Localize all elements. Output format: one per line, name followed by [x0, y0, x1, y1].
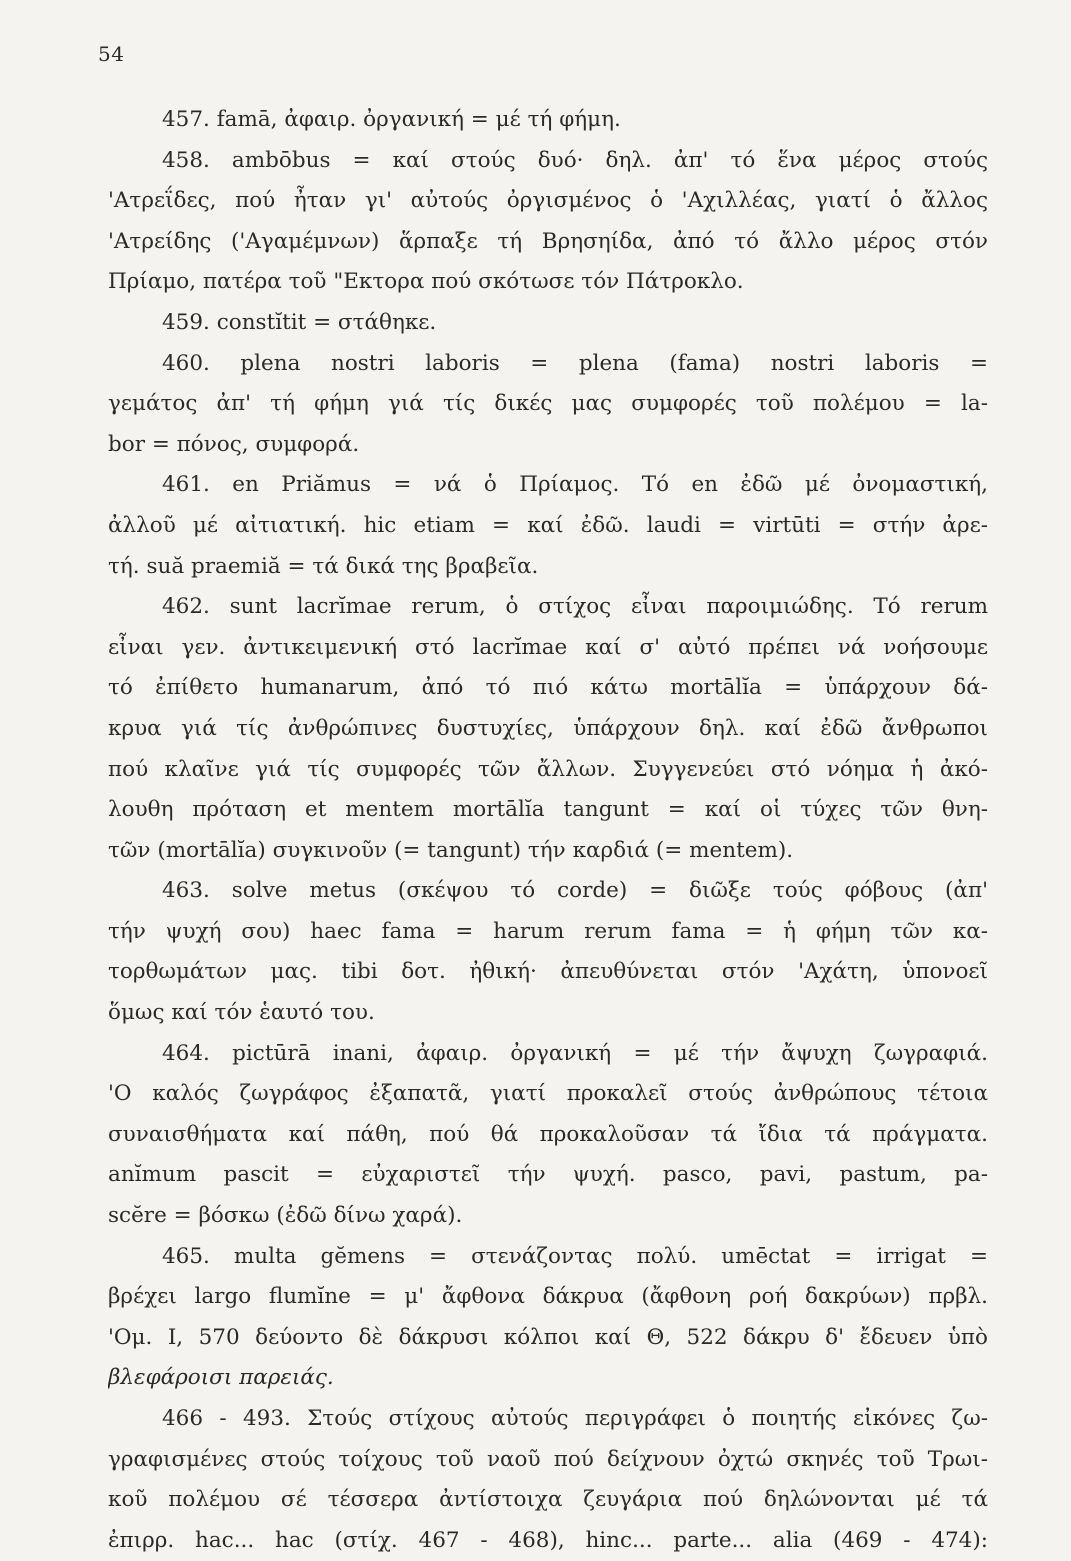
text-line: ἐπιρρ. hac... hac (στίχ. 467 - 468), hinc... parte... alia (469 - 474):	[108, 1527, 988, 1553]
text-line: 461. en Priămus = νά ὁ Πρίαμος. Τό en ἐδῶ μέ ὀνομαστική,	[162, 472, 988, 498]
commentary-text	[108, 100, 988, 1561]
text-line: 460. plena nostri laboris = plena (fama) nostri laboris =	[162, 350, 988, 376]
text-line: 'Ομ. I, 570 δεύοντο δὲ δάκρυσι κόλποι καί Θ, 522 δάκρυ δ' ἔδευεν ὑπὸ	[108, 1324, 988, 1350]
text-line: 459. constĭtit = στάθηκε.	[162, 309, 437, 335]
text-line: τορθωμάτων μας. tibi δοτ. ἠθική· ἀπευθύνεται στόν 'Αχάτη, ὑπονοεῖ	[108, 959, 988, 985]
text-line: γραφισμένες στούς τοίχους τοῦ ναοῦ πού δείχνουν ὀχτώ σκηνές τοῦ Τρωι-	[108, 1446, 988, 1472]
text-line: πού κλαῖνε γιά τίς συμφορές τῶν ἄλλων. Συγγενεύει στό νόημα ἡ ἀκό-	[108, 756, 988, 782]
text-line: bor = πόνος, συμφορά.	[108, 431, 360, 457]
text-line: ἀλλοῦ μέ αἰτιατική. hic etiam = καί ἐδῶ. laudi = virtūti = στήν ἀρε-	[108, 512, 988, 538]
text-line: 'Ατρεΐδες, πού ἦταν γι' αὐτούς ὀργισμένος ὁ 'Αχιλλέας, γιατί ὁ ἄλλος	[108, 188, 988, 214]
text-line: 466 - 493. Στούς στίχους αὐτούς περιγράφει ὁ ποιητής εἰκόνες ζω-	[162, 1406, 988, 1431]
text-line: εἶναι γεν. ἀντικειμενική στό lacrĭmae καί σ' αὐτό πρέπει νά νοήσουμε	[108, 634, 988, 660]
text-line: λουθη πρόταση et mentem mortālĭa tangunt = καί οἱ τύχες τῶν θνη-	[108, 797, 988, 823]
text-line: κοῦ πολέμου σέ τέσσερα ἀντίστοιχα ζευγάρια πού δηλώνονται μέ τά	[108, 1487, 988, 1513]
text-line: κρυα γιά τίς ἀνθρώπινες δυστυχίες, ὑπάρχουν δηλ. καί ἐδῶ ἄνθρωποι	[108, 715, 988, 741]
text-line: βλεφάροισι παρειάς.	[108, 1365, 334, 1391]
text-line: 464. pictūrā inani, ἀφαιρ. ὀργανική = μέ τήν ἄψυχη ζωγραφιά.	[162, 1040, 988, 1066]
text-line: συναισθήματα καί πάθη, πού θά προκαλοῦσαν τά ἴδια τά πράγματα.	[108, 1121, 988, 1147]
text-line: 457. famā, ἀφαιρ. ὀργανική = μέ τή φήμη.	[162, 107, 621, 132]
text-line: τή. suă praemiă = τά δικά της βραβεῖα.	[108, 553, 539, 579]
text-line: γεμάτος ἀπ' τή φήμη γιά τίς δικές μας συμφορές τοῦ πολέμου = la-	[108, 391, 988, 417]
text-line: 462. sunt lacrĭmae rerum, ὁ στίχος εἶναι παροιμιώδης. Τό rerum	[162, 594, 988, 620]
text-line: 'Ο καλός ζωγράφος ἐξαπατᾶ, γιατί προκαλεῖ στούς ἀνθρώπους τέτοια	[108, 1081, 988, 1107]
text-line: 463. solve metus (σκέψου τό corde) = διῶξε τούς φόβους (ἀπ'	[162, 878, 988, 904]
text-line: τό ἐπίθετο humanarum, ἀπό τό πιό κάτω mortālĭa = ὑπάρχουν δά-	[108, 675, 988, 701]
text-line: 'Ατρείδης ('Αγαμέμνων) ἅρπαξε τή Βρησηίδα, ἀπό τό ἄλλο μέρος στόν	[108, 228, 988, 254]
text-line: τήν ψυχή σου) haec fama = harum rerum fama = ἡ φήμη τῶν κα-	[108, 918, 988, 944]
text-line: 465. multa gĕmens = στενάζοντας πολύ. umēctat = irrigat =	[162, 1243, 988, 1269]
text-line: Πρίαμο, πατέρα τοῦ "Εκτορα πού σκότωσε τόν Πάτροκλο.	[108, 269, 744, 295]
text-line: anĭmum pascit = εὐχαριστεῖ τήν ψυχή. pasco, pavi, pastum, pa-	[108, 1162, 988, 1188]
text-line: βρέχει largo flumĭne = μ' ἄφθονα δάκρυα (ἄφθονη ροή δακρύων) πρβλ.	[108, 1284, 988, 1310]
text-line: ὅμως καί τόν ἑαυτό του.	[108, 1000, 375, 1026]
text-line: scĕre = βόσκω (ἐδῶ δίνω χαρά).	[108, 1203, 463, 1229]
text-line: τῶν (mortālĭa) συγκινοῦν (= tangunt) τήν καρδιά (= mentem).	[108, 837, 794, 863]
text-line: 458. ambōbus = καί στούς δυό· δηλ. ἀπ' τό ἕνα μέρος στούς	[162, 147, 988, 173]
page-number: 54	[98, 42, 125, 66]
